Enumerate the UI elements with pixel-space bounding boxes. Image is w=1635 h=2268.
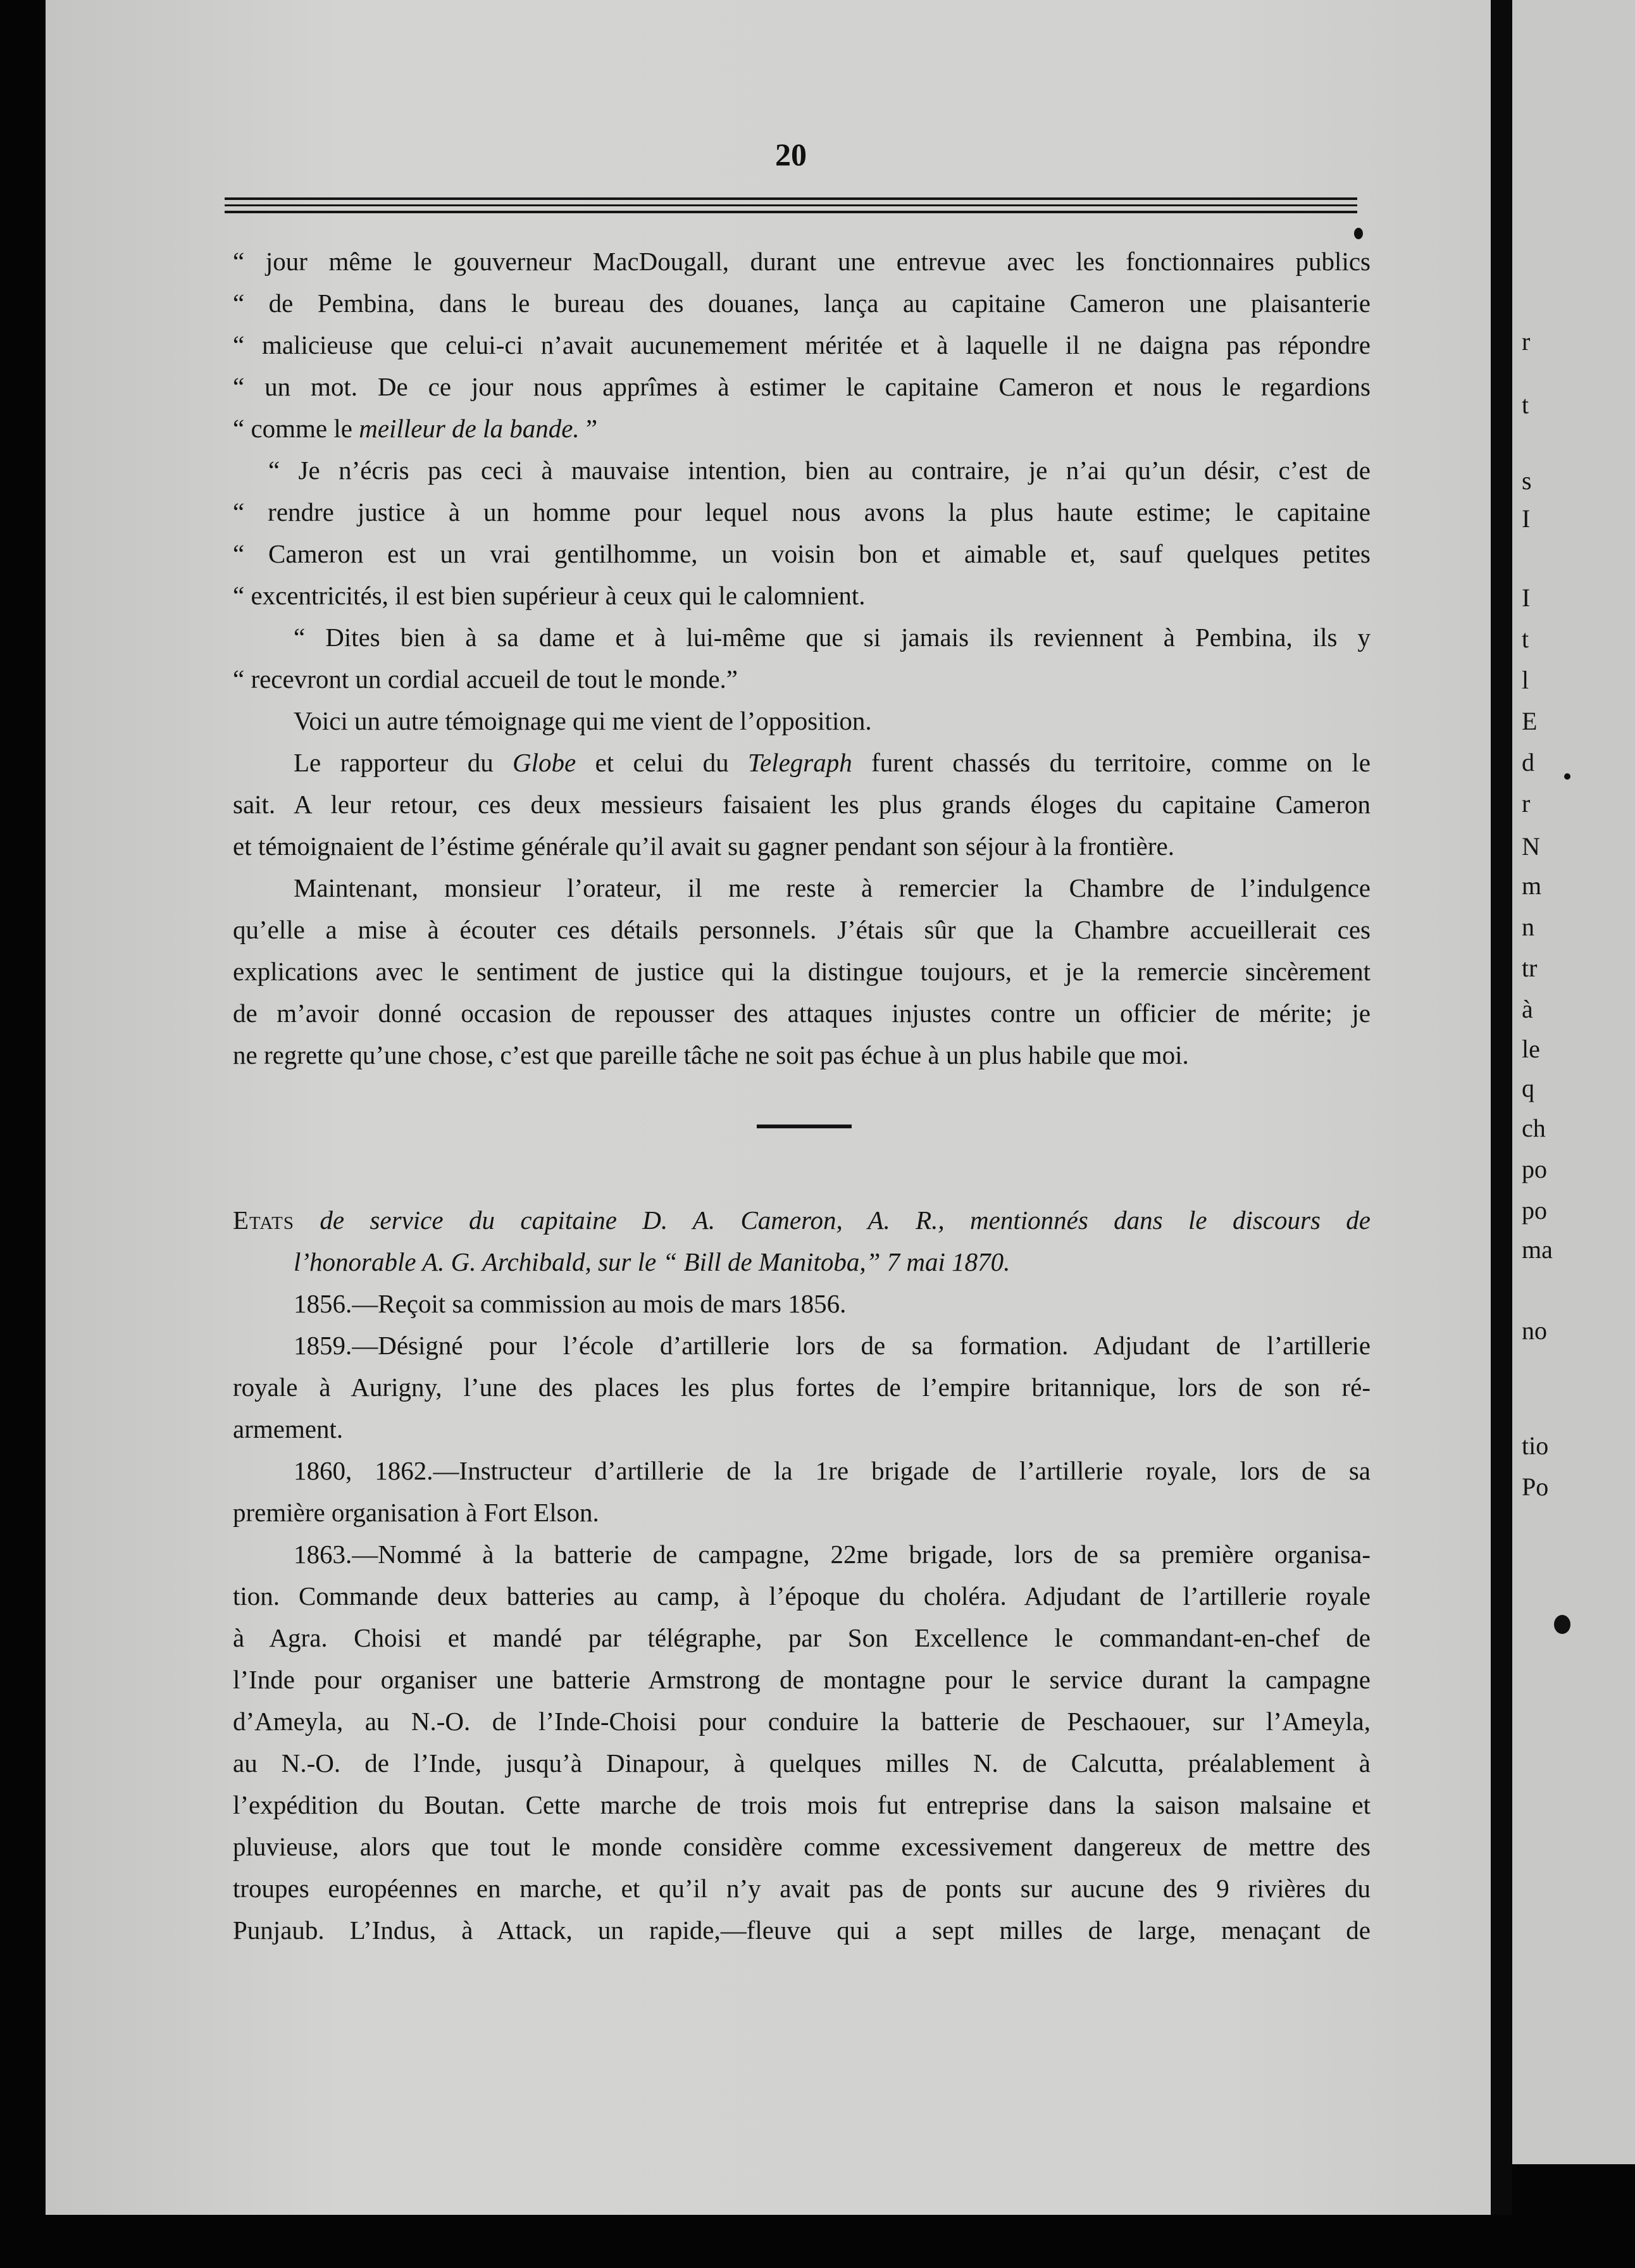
quote-paragraph-1 <box>233 240 1371 449</box>
text-line: “ de Pembina, dans le bureau des douanes, lança au capitaine Cameron une plaisanterie <box>233 289 1371 318</box>
ink-speck <box>1554 1615 1570 1634</box>
text-line: “ excentricités, il est bien supérieur à ceux qui le calomnient. <box>233 581 866 610</box>
text-line: première organisation à Fort Elson. <box>233 1498 599 1527</box>
text-line: “ Je n’écris pas ceci à mauvaise intention, bien au contraire, je n’ai qu’un désir, c’est de <box>268 456 1371 485</box>
text-line: 1859.—Désigné pour l’école d’artillerie lors de sa formation. Adjudant de l’artillerie <box>294 1331 1371 1360</box>
header-rule <box>225 204 1357 206</box>
adjacent-page-fragment: r <box>1522 789 1531 818</box>
page-number: 20 <box>775 137 807 172</box>
adjacent-page-fragment: po <box>1522 1155 1547 1183</box>
paragraph-maintenant <box>233 867 1371 1076</box>
text-fragment: Le rapporteur du <box>294 748 513 777</box>
service-entry-1859 <box>233 1324 1371 1450</box>
text-line: 1860, 1862.—Instructeur d’artillerie de la 1re brigade de l’artillerie royale, lors de sa <box>294 1456 1371 1485</box>
text-line: 1856.—Reçoit sa commission au mois de mars 1856. <box>294 1289 847 1318</box>
text-line: “ Cameron est un vrai gentilhomme, un voisin bon et aimable et, sauf quelques petites <box>233 539 1371 568</box>
text-line: d’Ameyla, au N.-O. de l’Inde-Choisi pour conduire la batterie de Peschaouer, sur l’Ameyla, <box>233 1707 1371 1736</box>
paragraph-rapporteur <box>233 742 1371 867</box>
text-line: l’Inde pour organiser une batterie Armstrong de montagne pour le service durant la campagne <box>233 1665 1371 1694</box>
adjacent-page-fragment: N <box>1522 832 1540 861</box>
newspaper-name-globe: Globe <box>513 748 576 777</box>
adjacent-page-fragment: t <box>1522 625 1529 653</box>
adjacent-page-fragment: l <box>1522 666 1529 694</box>
text-line: ne regrette qu’une chose, c’est que pareille tâche ne soit pas échue à un plus habile que moi. <box>233 1040 1189 1069</box>
service-entry-1860 <box>233 1450 1371 1533</box>
text-line: “ rendre justice à un homme pour lequel nous avons la plus haute estime; le capitaine <box>233 497 1371 526</box>
text-line: armement. <box>233 1414 344 1443</box>
section-separator <box>757 1125 852 1128</box>
text-line: 1863.—Nommé à la batterie de campagne, 22me brigade, lors de sa première organisa- <box>294 1540 1371 1569</box>
italic-phrase: meilleur de la bande. <box>359 414 580 443</box>
page-gutter <box>1491 0 1512 2215</box>
text-line <box>233 408 1371 449</box>
text-fragment: et celui du <box>576 748 748 777</box>
quote-paragraph-2 <box>233 449 1371 616</box>
ink-speck <box>1564 773 1570 780</box>
text-line: Maintenant, monsieur l’orateur, il me reste à remercier la Chambre de l’indulgence <box>294 873 1371 902</box>
text-line: Punjaub. L’Indus, à Attack, un rapide,—fleuve qui a sept milles de large, menaçant de <box>233 1916 1371 1945</box>
adjacent-page-fragment: tio <box>1522 1431 1549 1460</box>
ink-speck <box>1354 228 1363 239</box>
text-line: royale à Aurigny, l’une des places les plus fortes de l’empire britannique, lors de son ré- <box>233 1373 1371 1402</box>
text-fragment: ” <box>579 414 598 443</box>
adjacent-page-fragment: à <box>1522 995 1533 1023</box>
text-line: Voici un autre témoignage qui me vient de l’opposition. <box>294 706 872 735</box>
text-line: sait. A leur retour, ces deux messieurs faisaient les plus grands éloges du capitaine Cameron <box>233 790 1371 819</box>
adjacent-page-fragment: t <box>1522 390 1529 419</box>
adjacent-page-fragment: m <box>1522 871 1542 900</box>
newspaper-name-telegraph: Telegraph <box>747 748 852 777</box>
text-line: explications avec le sentiment de justice qui la distingue toujours, et je la remercie sincèrement <box>233 957 1371 986</box>
adjacent-page-fragment: ma <box>1522 1235 1553 1264</box>
text-line: “ Dites bien à sa dame et à lui-même que si jamais ils reviennent à Pembina, ils y <box>294 623 1371 652</box>
adjacent-page-fragment: E <box>1522 707 1538 735</box>
service-entry-1863 <box>233 1533 1371 1951</box>
text-line: “ malicieuse que celui-ci n’avait aucunemement méritée et à laquelle il ne daigna pas répondre <box>233 330 1371 359</box>
service-entry-1856 <box>233 1283 1371 1324</box>
heading-line: l’honorable A. G. Archibald, sur le “ Bill de Manitoba,” 7 mai 1870. <box>294 1247 1010 1276</box>
adjacent-page-fragment: Po <box>1522 1473 1549 1501</box>
text-line: à Agra. Choisi et mandé par télégraphe, par Son Excellence le commandant-en-chef de <box>233 1623 1371 1652</box>
heading-text: de service du capitaine D. A. Cameron, A. R., mentionnés dans le discours de <box>294 1206 1371 1235</box>
quote-paragraph-3 <box>233 616 1371 700</box>
heading-label: Etats <box>233 1206 295 1235</box>
adjacent-page-fragment: s <box>1522 466 1532 495</box>
text-line: l’expédition du Boutan. Cette marche de trois mois fut entreprise dans la saison malsaine et <box>233 1790 1371 1819</box>
text-line: tion. Commande deux batteries au camp, à l’époque du choléra. Adjudant de l’artillerie royale <box>233 1581 1371 1611</box>
text-fragment: “ comme le <box>233 414 359 443</box>
adjacent-page-fragment: r <box>1522 327 1531 356</box>
adjacent-page-fragment: q <box>1522 1074 1534 1102</box>
adjacent-page-fragment: le <box>1522 1035 1540 1063</box>
heading-line <box>233 1199 1371 1241</box>
adjacent-page-fragment: I <box>1522 504 1531 533</box>
text-line: “ un mot. De ce jour nous apprîmes à estimer le capitaine Cameron et nous le regardions <box>233 372 1371 401</box>
text-fragment: furent chassés du territoire, comme on le <box>852 748 1371 777</box>
adjacent-page-fragment: tr <box>1522 954 1538 982</box>
header-rule <box>225 211 1357 213</box>
adjacent-page-fragment: d <box>1522 748 1534 776</box>
adjacent-page-fragment: po <box>1522 1196 1547 1224</box>
text-line: au N.-O. de l’Inde, jusqu’à Dinapour, à quelques milles N. de Calcutta, préalablement à <box>233 1748 1371 1778</box>
adjacent-page-fragment: no <box>1522 1316 1547 1345</box>
header-rule <box>225 197 1357 200</box>
adjacent-page-fragment: I <box>1522 583 1531 612</box>
paragraph-opposition <box>233 700 1371 742</box>
service-record-heading <box>233 1199 1371 1283</box>
text-line: troupes européennes en marche, et qu’il n’y avait pas de ponts sur aucune des 9 rivières du <box>233 1874 1371 1903</box>
text-line: de m’avoir donné occasion de repousser des attaques injustes contre un officier de mérite; je <box>233 999 1371 1028</box>
text-line: et témoignaient de l’éstime générale qu’il avait su gagner pendant son séjour à la frontière. <box>233 832 1174 861</box>
adjacent-page-fragment: ch <box>1522 1114 1546 1142</box>
text-line: “ recevront un cordial accueil de tout le monde.” <box>233 664 738 694</box>
text-line <box>233 742 1371 783</box>
text-line: “ jour même le gouverneur MacDougall, durant une entrevue avec les fonctionnaires publics <box>233 247 1371 276</box>
text-line: qu’elle a mise à écouter ces détails personnels. J’étais sûr que la Chambre accueillerait ces <box>233 915 1371 944</box>
text-line: pluvieuse, alors que tout le monde considère comme excessivement dangereux de mettre des <box>233 1832 1371 1861</box>
adjacent-page-fragment: n <box>1522 913 1534 941</box>
